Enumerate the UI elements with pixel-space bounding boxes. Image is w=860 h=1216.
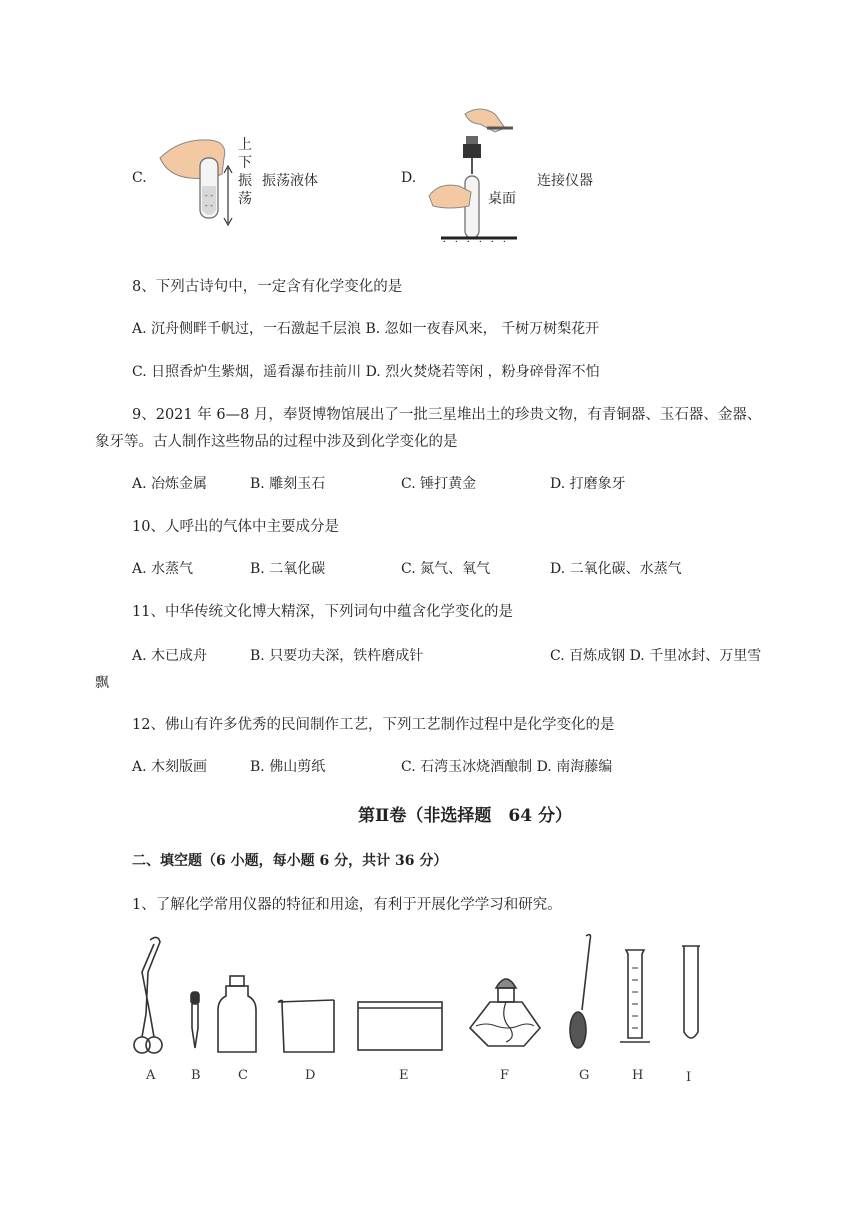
alcohol-lamp-icon [470,979,540,1046]
q10-option-d: D. 二氧化碳、水蒸气 [550,561,682,577]
q9-option-b: B. 雕刻玉石 [250,476,326,492]
graduated-cylinder-icon [620,950,650,1042]
q7-option-d-text: 连接仪器 [537,173,593,189]
q9-stem-line1: 9、2021 年 6—8 月，奉贤博物馆展出了一批三星堆出土的珍贵文物，有青铜器、玉石器、金器、 [132,407,762,423]
connecting-apparatus-illustration [425,100,525,242]
svg-text:- -: - - [205,191,213,200]
label-c: C [238,1068,248,1083]
ladle-icon [570,935,591,1048]
svg-text:- -: - - [205,201,213,210]
q10-stem: 10、人呼出的气体中主要成分是 [132,519,339,535]
q8-options-line1: A. 沉舟侧畔千帆过，一石激起千层浪 B. 忽如一夜春风来， 千树万树梨花开 [132,321,600,337]
q7-option-d-letter: D. [401,170,417,186]
q10-option-b: B. 二氧化碳 [250,561,326,577]
q11-option-cd: C. 百炼成钢 D. 千里冰封、万里雪 [550,648,762,664]
q9-option-c: C. 锤打黄金 [401,476,477,492]
q9-option-a: A. 冶炼金属 [132,476,208,492]
section-title: 第Ⅱ卷（非选择题 64 分） [358,806,572,826]
lab-apparatus-illustration [120,928,740,1064]
q11-option-wrap: 飘 [95,675,109,691]
beaker-icon [278,1000,334,1052]
q12-stem: 12、佛山有许多优秀的民间制作工艺，下列工艺制作过程中是化学变化的是 [132,717,615,733]
reagent-bottle-icon [218,976,256,1052]
glass-plate-icon [358,1002,442,1050]
q7-option-c-text: 振荡液体 [262,173,318,189]
section-subtitle: 二、填空题（6 小题，每小题 6 分，共计 36 分） [132,853,448,869]
q10-option-c: C. 氮气、氧气 [401,561,491,577]
q12-option-b: B. 佛山剪纸 [250,759,326,775]
label-g: G [579,1068,590,1083]
label-d: D [305,1068,316,1083]
fill1-stem: 1、了解化学常用仪器的特征和用途，有利于开展化学学习和研究。 [132,897,562,913]
crucible-tongs-icon [134,937,162,1053]
q9-stem-line2: 象牙等。古人制作这些物品的过程中涉及到化学变化的是 [95,434,458,450]
q7-option-c-letter: C. [132,170,147,186]
label-i: I [686,1070,692,1085]
shake-annotation: 上 下 振 荡 [238,137,252,207]
q12-option-cd: C. 石湾玉冰烧酒酿制 D. 南海藤编 [401,759,613,775]
label-f: F [500,1068,510,1083]
label-e: E [399,1068,409,1083]
label-a: A [146,1068,156,1083]
q11-option-a: A. 木已成舟 [132,648,208,664]
label-h: H [632,1068,644,1083]
q11-stem: 11、中华传统文化博大精深，下列词句中蕴含化学变化的是 [132,604,513,620]
dropper-icon [191,992,199,1048]
desk-annotation: 桌面 [488,191,516,207]
test-tube-icon [682,946,700,1038]
q11-option-b: B. 只要功夫深，铁杵磨成针 [250,648,424,664]
q9-option-d: D. 打磨象牙 [550,476,626,492]
q8-stem: 8、下列古诗句中，一定含有化学变化的是 [132,279,403,295]
q12-option-a: A. 木刻版画 [132,759,208,775]
q8-options-line2: C. 日照香炉生紫烟，遥看瀑布挂前川 D. 烈火焚烧若等闲 ，粉身碎骨浑不怕 [132,364,600,380]
label-b: B [191,1068,201,1083]
q10-option-a: A. 水蒸气 [132,561,194,577]
